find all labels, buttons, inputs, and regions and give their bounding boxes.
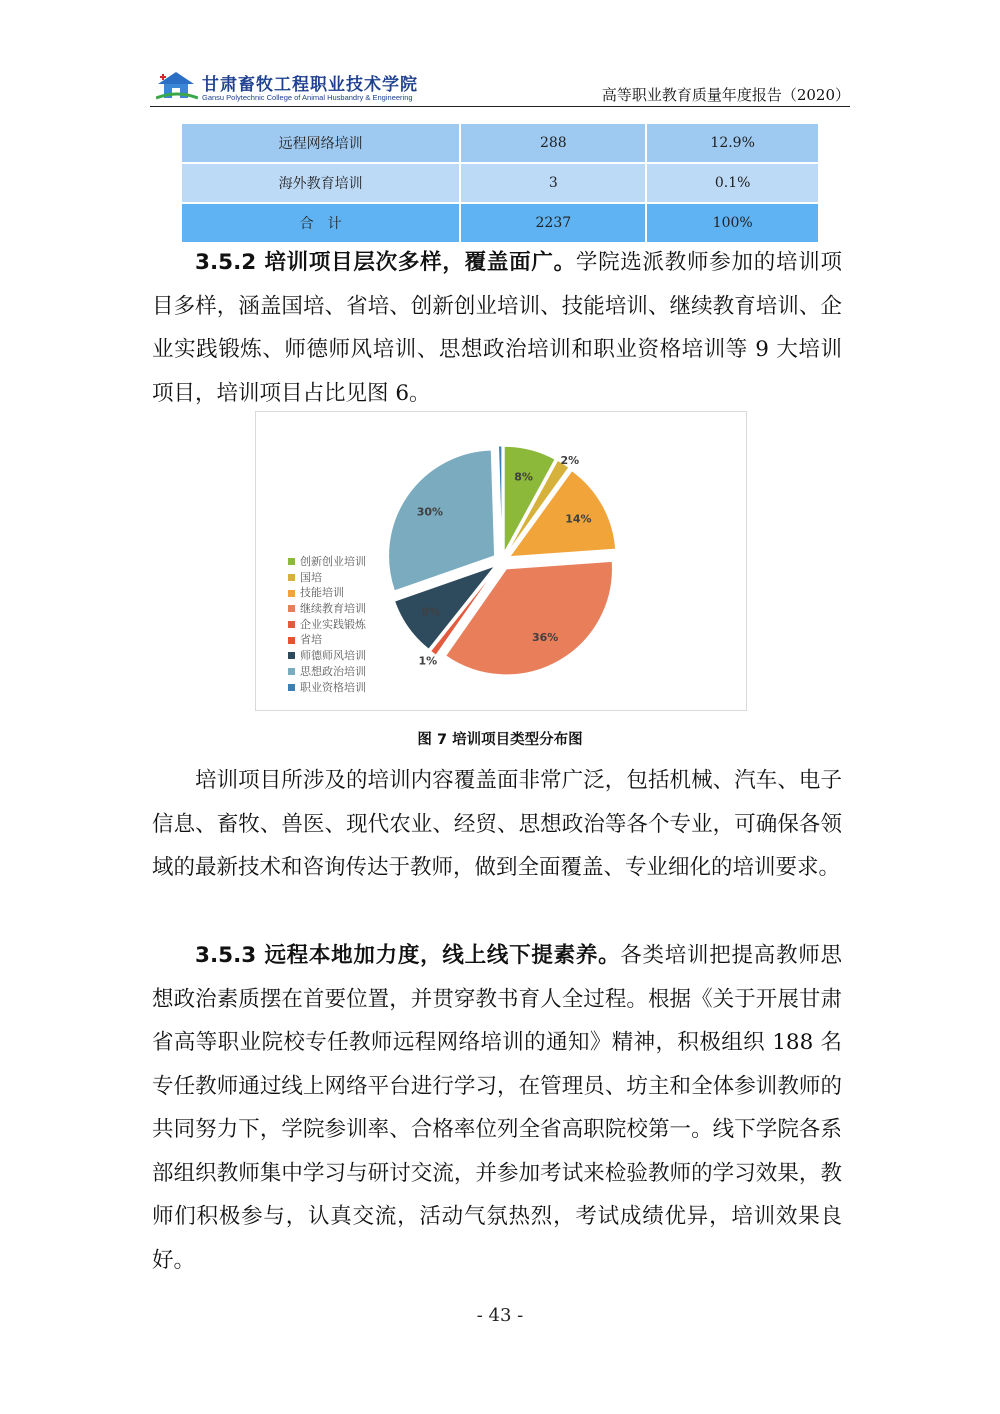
paragraph-remote-local xyxy=(152,934,842,1282)
pie-slice xyxy=(389,450,495,591)
legend-label: 师德师风培训 xyxy=(300,649,366,663)
training-table xyxy=(180,122,820,244)
paragraph-body: 各类培训把提高教师思想政治素质摆在首要位置，并贯穿教书育人全过程。根据《关于开展甘肃省高等职业院校专任教师远程网络培训的通知》精神，积极组织 188 名专任教师通过线上网络平台进行学习，在管理员、坊主和全体参训教师的共同努力下，学院参训率、合格率位列全省高职院校第一。线下学院各系部组织教师集中学习与研讨交流，并参加考试来检验教师的学习效果，教师们积极参与，认真交流，活动气氛热烈，考试成绩优异，培训效果良好。 xyxy=(152,943,842,1273)
legend-swatch xyxy=(288,668,295,675)
legend-label: 职业资格培训 xyxy=(300,680,366,694)
legend-item xyxy=(288,664,366,680)
legend-label: 继续教育培训 xyxy=(300,602,366,616)
table-cell-name: 远程网络培训 xyxy=(181,123,460,163)
table-row xyxy=(181,163,819,203)
report-title: 高等职业教育质量年度报告（2020） xyxy=(601,86,850,104)
legend-swatch xyxy=(288,621,295,628)
legend-swatch xyxy=(288,605,295,612)
legend-label: 创新创业培训 xyxy=(300,555,366,568)
pie-data-label: 8% xyxy=(514,470,533,484)
page-header xyxy=(150,66,850,110)
pie-slice xyxy=(499,446,502,552)
table-cell-percent: 100% xyxy=(646,203,819,243)
table-cell-percent: 12.9% xyxy=(646,123,819,163)
legend-label: 思想政治培训 xyxy=(300,664,366,678)
table-cell-count: 288 xyxy=(460,123,646,163)
legend-item xyxy=(288,680,366,696)
header-divider xyxy=(150,106,850,107)
legend-swatch xyxy=(288,590,295,597)
table-cell-name: 合 计 xyxy=(181,203,460,243)
section-heading-3-5-2: 3.5.2 培训项目层次多样，覆盖面广。 xyxy=(195,250,576,275)
chart-legend xyxy=(288,554,366,695)
legend-item xyxy=(288,585,366,601)
figure-caption: 图 7 培训项目类型分布图 xyxy=(417,732,583,748)
legend-label: 省培 xyxy=(300,633,322,647)
paragraph-body: 培训项目所涉及的培训内容覆盖面非常广泛，包括机械、汽车、电子信息、畜牧、兽医、现代农业、经贸、思想政治等各个专业，可确保各领域的最新技术和咨询传达于教师，做到全面覆盖、专业细化的培训要求。 xyxy=(152,768,842,880)
legend-swatch xyxy=(288,574,295,581)
table-row xyxy=(181,123,819,163)
legend-label: 企业实践锻炼 xyxy=(300,617,366,631)
pie-data-label: 1% xyxy=(418,654,438,668)
college-logo-icon xyxy=(156,68,198,102)
legend-item xyxy=(288,570,366,586)
legend-item xyxy=(288,617,366,633)
pie-data-label: 2% xyxy=(560,453,580,467)
pie-data-label: 36% xyxy=(531,631,559,645)
college-name-en: Gansu Polytechnic College of Animal Husbandry & Engineering xyxy=(202,93,413,102)
legend-item xyxy=(288,601,366,617)
college-name-cn: 甘肃畜牧工程职业技术学院 xyxy=(202,75,418,95)
section-heading-3-5-3: 3.5.3 远程本地加力度，线上线下提素养。 xyxy=(195,943,621,968)
legend-item xyxy=(288,632,366,648)
legend-swatch xyxy=(288,637,295,644)
paragraph-training-content xyxy=(152,759,842,890)
legend-item xyxy=(288,648,366,664)
legend-swatch xyxy=(288,684,295,691)
table-cell-count: 2237 xyxy=(460,203,646,243)
legend-item xyxy=(288,554,366,570)
legend-label: 国培 xyxy=(300,570,322,584)
table-cell-count: 3 xyxy=(460,163,646,203)
paragraph-body: 学院选派教师参加的培训项目多样，涵盖国培、省培、创新创业培训、技能培训、继续教育培训、企业实践锻炼、师德师风培训、思想政治培训和职业资格培训等 9 大培训项目，培训项目占比见图 6。 xyxy=(152,250,842,406)
legend-swatch xyxy=(288,558,295,565)
pie-data-label: 30% xyxy=(416,505,444,519)
pie-data-label: 9% xyxy=(421,605,441,619)
table-cell-name: 海外教育培训 xyxy=(181,163,460,203)
page-number: - 43 - xyxy=(476,1305,524,1326)
pie-data-label: 14% xyxy=(565,512,592,526)
table-total-row xyxy=(181,203,819,243)
paragraph-training-variety xyxy=(152,241,842,415)
table-cell-percent: 0.1% xyxy=(646,163,819,203)
legend-label: 技能培训 xyxy=(300,586,344,600)
pie-chart xyxy=(255,411,747,711)
legend-swatch xyxy=(288,652,295,659)
